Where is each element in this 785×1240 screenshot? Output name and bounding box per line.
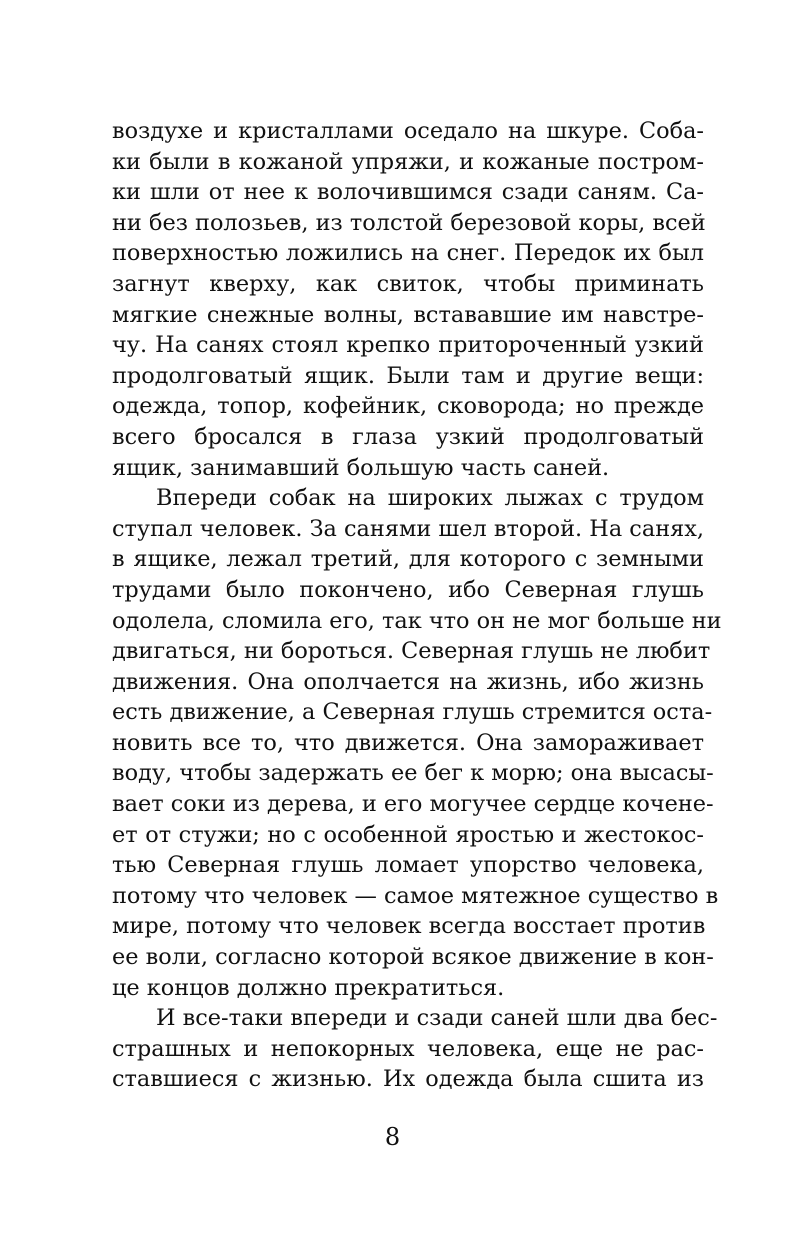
text-line: страшных и непокорных человека, еще не рас- [112,1035,704,1062]
text-line: ступал человек. За санями шел второй. На санях, [112,515,704,542]
text-line: ки шли от нее к волочившимся сзади саням. Са- [112,179,704,206]
text-line: продолговатый ящик. Были там и другие вещи: [112,362,704,389]
page-number: 8 [384,1123,401,1151]
text-line: всего бросался в глаза узкий продолговатый [112,423,704,450]
text-line: ставшиеся с жизнью. Их одежда была сшита из [112,1066,704,1093]
paragraph-1 [112,116,704,483]
text-line: ки были в кожаной упряжи, и кожаные постром- [112,148,704,175]
text-line: есть движение, а Северная глушь стремится оста- [112,699,713,726]
text-line: воздухе и кристаллами оседало на шкуре. Соба- [112,118,704,144]
text-line: ее воли, согласно которой всякое движение в кон- [112,944,714,971]
text-line: движения. Она ополчается на жизнь, ибо жизнь [112,668,704,695]
text-line: ни без полозьев, из толстой березовой коры, всей [112,209,706,236]
text-line: Впереди собак на широких лыжах с трудом [156,485,704,512]
text-line: загнут кверху, как свиток, чтобы приминать [112,270,704,297]
text-line: одолела, сломила его, так что он не мог больше ни [112,607,722,634]
paragraph-3 [112,1003,718,1095]
text-line: мягкие снежные волны, встававшие им навстре- [112,301,704,328]
text-line: в ящике, лежал третий, для которого с земными [112,546,704,573]
text-line: чу. На санях стоял крепко приторoченный узкий [112,332,704,359]
text-line: тью Северная глушь ломает упорство человека, [112,852,704,879]
page-text [112,116,722,1095]
text-line: потому что человек — самое мятежное существо в [112,882,719,909]
text-line: ящик, занимавший большую часть саней. [112,454,610,481]
text-line: одежда, топор, кофейник, сковорода; но прежде [112,393,704,420]
paragraph-2 [112,483,722,1003]
text-line: трудами было покончено, ибо Северная глушь [112,576,704,603]
text-line: новить все то, что движется. Она замораживает [112,729,704,756]
text-line: двигаться, ни бороться. Северная глушь не любит [112,638,711,665]
text-line: вает соки из дерева, и его могучее сердце кочене- [112,791,714,818]
text-line: ет от стужи; но с особенной яростью и жестокос- [112,821,704,848]
text-line: И все-таки впереди и сзади саней шли два бес- [156,1005,718,1032]
text-line: поверхностью ложились на снег. Передок их был [112,240,704,267]
text-line: мире, потому что человек всегда восстает против [112,913,706,940]
text-line: воду, чтобы задержать ее бег к морю; она высасы- [112,760,714,787]
text-line: це концов должно прекратиться. [112,974,505,1001]
